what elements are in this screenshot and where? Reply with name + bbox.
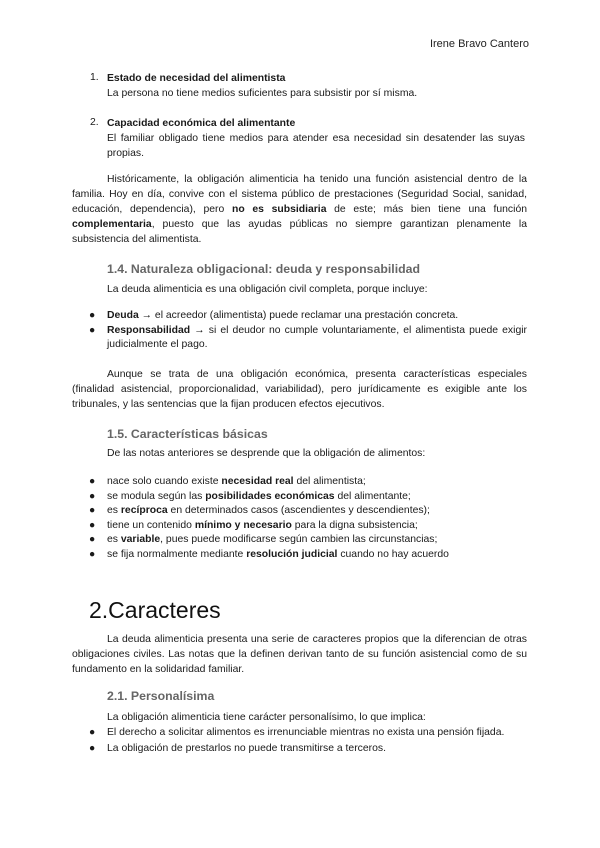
list-item: ● se fija normalmente mediante resolución judicial cuando no hay acuerdo	[89, 548, 449, 560]
section-heading-2-1: 2.1. Personalísima	[107, 689, 215, 703]
list-item: ● El derecho a solicitar alimentos es irrenunciable mientras no exista una pensión fijada.	[89, 727, 505, 738]
list-item: ● es variable, pues puede modificarse según cambien las circunstancias;	[89, 534, 438, 546]
list-number: 2.	[90, 117, 99, 128]
section-heading-1-4: 1.4. Naturaleza obligacional: deuda y responsabilidad	[107, 262, 420, 276]
requisito-text: El familiar obligado tiene medios para atender esa necesidad sin desatender las suyas propias.	[107, 133, 525, 159]
requisito-title: Estado de necesidad del alimentista	[107, 73, 286, 84]
section-intro: La deuda alimenticia es una obligación civil completa, porque incluye:	[107, 284, 428, 295]
list-item: ● Deuda → el acreedor (alimentista) puede reclamar una prestación concreta.	[89, 310, 459, 321]
page-header-author: Irene Bravo Cantero	[429, 38, 529, 50]
list-item: ● tiene un contenido mínimo y necesario para la digna subsistencia;	[89, 519, 418, 531]
list-number: 1.	[90, 72, 99, 83]
requisito-text: La persona no tiene medios suficientes para subsistir por sí misma.	[107, 88, 418, 99]
bullet-list-2-1	[89, 726, 527, 756]
bullet-list-1-4	[89, 309, 527, 353]
list-item: ● se modula según las posibilidades económicas del alimentante;	[89, 490, 411, 502]
requisito-2	[107, 116, 525, 161]
requisito-1	[107, 71, 525, 101]
list-item: ● es recíproca en determinados casos (ascendientes y descendientes);	[89, 505, 430, 517]
chapter-heading-2: 2.Caracteres	[89, 597, 221, 623]
section-heading-1-5: 1.5. Características básicas	[107, 427, 268, 441]
paragraph-caracteres: La deuda alimenticia presenta una serie de caracteres propios que la diferencian de otras obligaciones civiles. Las notas que la definen derivan tanto de su función asistencial como de su fundamento en la solidaridad familiar.	[72, 634, 527, 675]
section-intro: De las notas anteriores se desprende que la obligación de alimentos:	[107, 448, 426, 459]
list-item: ● La obligación de prestarlos no puede transmitirse a terceros.	[89, 742, 386, 754]
section-intro: La obligación alimenticia tiene carácter personalísimo, lo que implica:	[107, 712, 426, 723]
list-item: ● Responsabilidad → si el deudor no cumple voluntariamente, el alimentista puede exigir judicialmente el pago.	[89, 325, 527, 351]
paragraph-historico: Históricamente, la obligación alimenticia ha tenido una función asistencial dentro de la familia. Hoy en día, convive con el sistema público de prestaciones (Seguridad Social, sanidad, educación, dependencia), pero no es subsidiaria de este; más bien tiene una función complementaria, puesto que las ayudas públicas no siempre garantizan plenamente la subsistencia del alimentista.	[72, 174, 527, 245]
requisito-title: Capacidad económica del alimentante	[107, 118, 296, 129]
list-item: ● nace solo cuando existe necesidad real del alimentista;	[89, 476, 366, 487]
bullet-list-1-5	[89, 475, 527, 563]
paragraph-exigible: Aunque se trata de una obligación económica, presenta características especiales (finalidad asistencial, proporcionalidad, variabilidad), pero jurídicamente es exigible ante los tribunales, y las sentencias que la fijan producen efectos ejecutivos.	[72, 369, 527, 410]
